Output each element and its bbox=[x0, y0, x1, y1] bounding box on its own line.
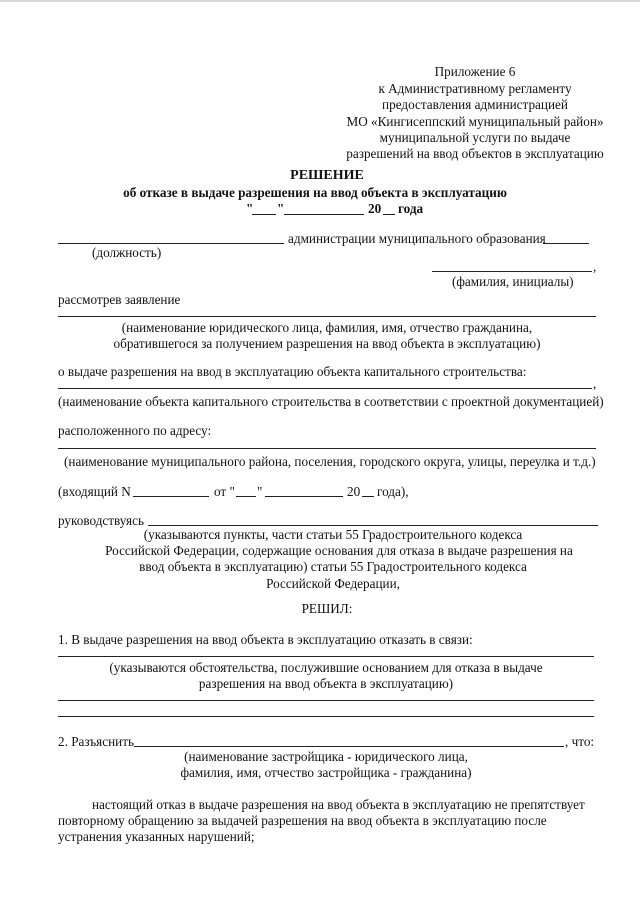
address-hint: (наименование муниципального района, поселения, городского округа, улицы, переулка и т.д.) bbox=[64, 454, 596, 469]
circumstances-field-2 bbox=[58, 700, 594, 701]
item-2-suffix: , что: bbox=[565, 734, 595, 749]
incoming-from: от " bbox=[214, 484, 235, 499]
guided-label: руководствуясь bbox=[58, 513, 144, 528]
date-quote-close: " bbox=[277, 201, 285, 216]
appendix-line-5: муниципальной услуги по выдаче bbox=[379, 130, 571, 145]
circumstances-hint-1: (указываются обстоятельства, послужившие основанием для отказа в выдаче bbox=[109, 660, 543, 675]
incoming-number-field bbox=[133, 496, 209, 497]
appendix-line-2: к Административному регламенту bbox=[378, 81, 572, 96]
object-name-field bbox=[58, 388, 592, 389]
applicant-field bbox=[58, 316, 596, 317]
date-day-field bbox=[252, 214, 276, 215]
date-year-prefix: 20 bbox=[368, 201, 382, 216]
located-label: расположенного по адресу: bbox=[58, 423, 212, 438]
item-1-text: 1. В выдаче разрешения на ввод объекта в эксплуатацию отказать в связи: bbox=[58, 632, 473, 647]
position-field bbox=[58, 243, 284, 244]
incoming-month-field bbox=[265, 496, 343, 497]
guided-hint-1: (указываются пункты, части статьи 55 Градостроительного кодекса bbox=[143, 527, 523, 542]
appendix-line-4: МО «Кингисеппский муниципальный район» bbox=[346, 114, 604, 129]
date-month-field bbox=[284, 214, 364, 215]
circumstances-hint-2: разрешения на ввод объекта в эксплуатацию) bbox=[198, 676, 454, 691]
official-name-field bbox=[432, 271, 592, 272]
applicant-hint-2: обратившегося за получением разрешения на ввод объекта в эксплуатацию) bbox=[113, 336, 541, 351]
final-paragraph-line-1: настоящий отказ в выдаче разрешения на ввод объекта в эксплуатацию не препятствует bbox=[92, 797, 585, 812]
page-top-edge bbox=[0, 0, 640, 2]
address-field bbox=[58, 448, 596, 449]
circumstances-field-1 bbox=[58, 656, 594, 657]
incoming-day-field bbox=[236, 496, 256, 497]
object-hint: (наименование объекта капитального строительства в соответствии с проектной документацией) bbox=[58, 394, 604, 409]
final-paragraph-line-2: повторному обращению за выдачей разрешения на ввод объекта в эксплуатацию после bbox=[58, 813, 547, 828]
developer-hint-2: фамилия, имя, отчество застройщика - гражданина) bbox=[180, 765, 472, 780]
decided-heading: РЕШИЛ: bbox=[301, 601, 353, 616]
page-title: РЕШЕНИЕ bbox=[290, 168, 364, 183]
name-comma: , bbox=[593, 259, 597, 274]
incoming-prefix: (входящий N bbox=[58, 484, 131, 499]
guided-field bbox=[148, 525, 598, 526]
object-comma: , bbox=[593, 376, 597, 391]
guided-hint-4: Российской Федерации, bbox=[266, 576, 400, 591]
admin-text: администрации муниципального образования bbox=[288, 231, 546, 246]
developer-hint-1: (наименование застройщика - юридического лица, bbox=[184, 749, 468, 764]
guided-hint-3: ввод объекта в эксплуатацию) статьи 55 Градостроительного кодекса bbox=[139, 559, 527, 574]
applicant-hint-1: (наименование юридического лица, фамилия, имя, отчество гражданина, bbox=[121, 320, 533, 335]
appendix-line-3: предоставления администрацией bbox=[382, 97, 568, 112]
incoming-year-suffix: года), bbox=[377, 484, 409, 499]
date-year-suffix: года bbox=[398, 201, 424, 216]
incoming-year-prefix: 20 bbox=[347, 484, 361, 499]
municipality-field bbox=[543, 243, 589, 244]
position-hint: (должность) bbox=[92, 245, 162, 260]
incoming-year-field bbox=[362, 496, 374, 497]
incoming-quote: " bbox=[257, 484, 263, 499]
developer-field bbox=[134, 746, 564, 747]
circumstances-field-3 bbox=[58, 716, 594, 717]
page-subtitle: об отказе в выдаче разрешения на ввод объекта в эксплуатацию bbox=[123, 185, 507, 200]
appendix-line-6: разрешений на ввод объектов в эксплуатацию bbox=[346, 146, 604, 161]
considered-label: рассмотрев заявление bbox=[58, 292, 181, 307]
item-2-prefix: 2. Разъяснить bbox=[58, 734, 134, 749]
date-year-field bbox=[383, 214, 395, 215]
appendix-line-1: Приложение 6 bbox=[434, 64, 516, 79]
guided-hint-2: Российской Федерации, содержащие основания для отказа в выдаче разрешения на bbox=[105, 543, 573, 558]
name-hint: (фамилия, инициалы) bbox=[452, 274, 574, 289]
about-issue-text: о выдаче разрешения на ввод в эксплуатацию объекта капитального строительства: bbox=[58, 364, 527, 379]
final-paragraph-line-3: устранения указанных нарушений; bbox=[58, 829, 255, 844]
date-quote-open: " bbox=[246, 201, 254, 216]
